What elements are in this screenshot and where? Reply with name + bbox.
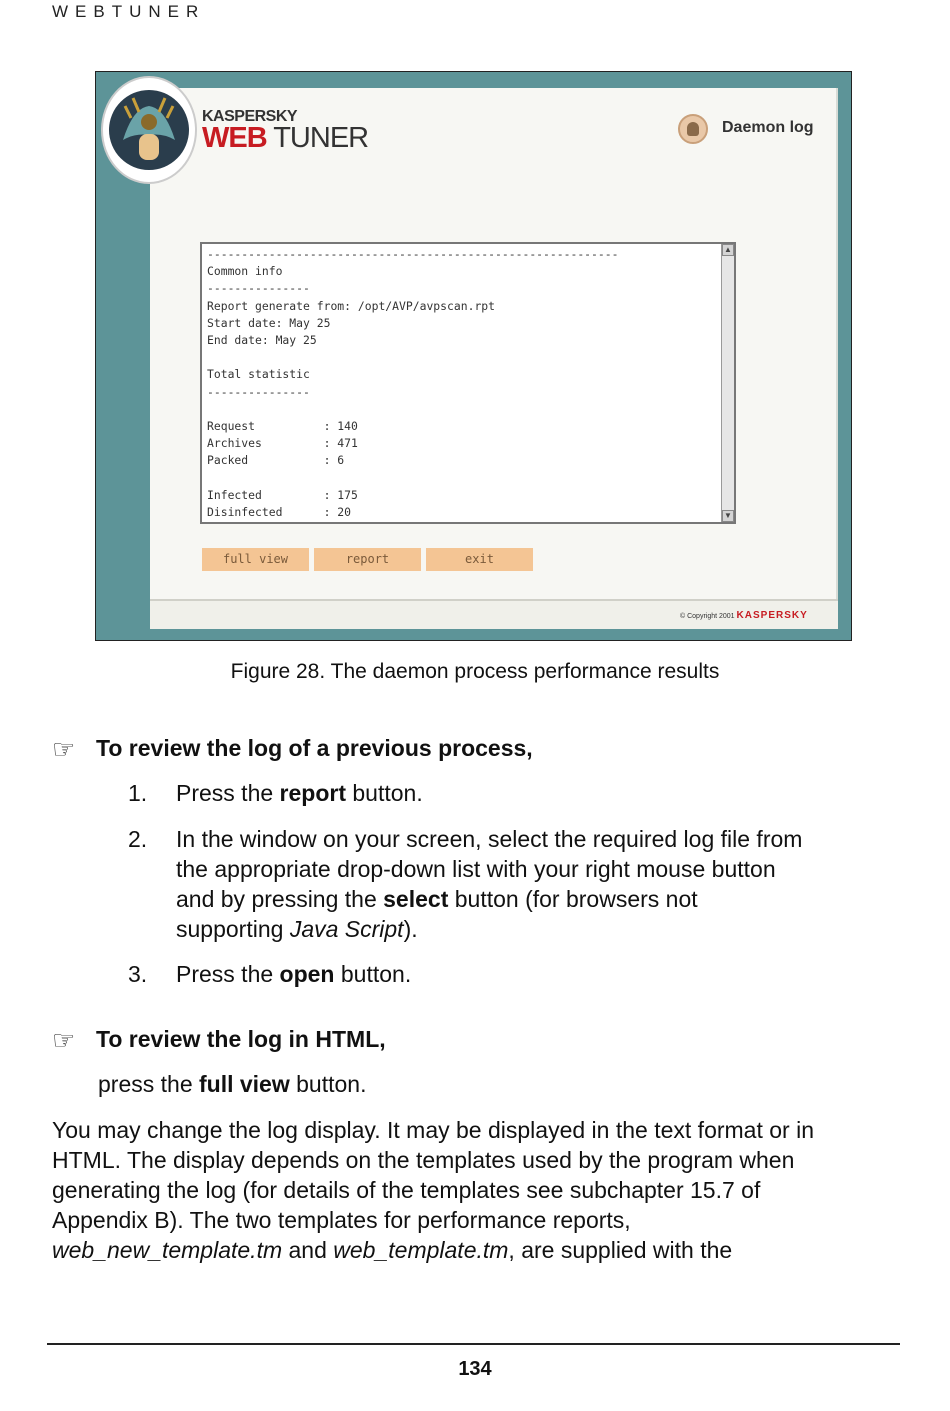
report-button[interactable]: report [314, 548, 421, 571]
brand-webtuner [202, 122, 368, 155]
full-view-instruction [98, 1071, 366, 1098]
italic-term: Java Script [289, 916, 404, 942]
section-heading-previous-process [52, 734, 533, 765]
figure-screenshot [95, 71, 852, 641]
section-heading-html-log [52, 1025, 386, 1056]
pointing-hand-icon: ☞ [52, 734, 76, 764]
scroll-up-icon[interactable]: ▲ [722, 244, 734, 256]
log-textarea[interactable] [200, 242, 736, 524]
copyright-text: © Copyright 2001 [680, 613, 735, 620]
exit-button[interactable]: exit [426, 548, 533, 571]
brand-kaspersky: KASPERSKY [202, 108, 298, 125]
text-run: button. [289, 1071, 367, 1097]
italic-term: web_template.tm [333, 1237, 509, 1263]
paragraph-line [52, 1117, 814, 1144]
bold-term: open [279, 961, 335, 987]
bold-term: select [383, 886, 449, 912]
text-run: supporting [176, 916, 290, 942]
text-run: generating the log (for details of the templates see subchapter 15.7 of [52, 1177, 761, 1203]
italic-term: web_new_template.tm [52, 1237, 283, 1263]
scroll-down-icon[interactable]: ▼ [722, 510, 734, 522]
paragraph-line [52, 1237, 732, 1264]
page-number: 134 [458, 1358, 492, 1380]
step-text-line [176, 856, 776, 883]
step-text-line [176, 916, 418, 943]
step-text-line [176, 961, 411, 988]
full-view-button[interactable]: full view [202, 548, 309, 571]
running-head: WEBTUNER [52, 2, 206, 21]
paragraph-line [52, 1207, 631, 1234]
footer-rule [47, 1343, 900, 1345]
text-run: , are supplied with the [508, 1237, 733, 1263]
text-run: and by pressing the [176, 886, 384, 912]
text-run: the appropriate drop-down list with your right mouse button [176, 856, 776, 882]
text-run: and [282, 1237, 334, 1263]
text-run: button. [346, 780, 423, 806]
step-number: 1. [128, 780, 148, 806]
text-run: Press the [176, 780, 280, 806]
text-run: button (for browsers not [448, 886, 698, 912]
pointing-hand-icon: ☞ [52, 1025, 76, 1055]
text-run: You may change the log display. It may be displayed in the text format or in [52, 1117, 814, 1143]
text-run: HTML. The display depends on the templates used by the program when [52, 1147, 795, 1173]
figure-caption: Figure 28. The daemon process performance results [230, 660, 720, 683]
daemon-icon [678, 114, 708, 144]
bold-term: full view [199, 1071, 290, 1097]
bold-term: report [279, 780, 346, 806]
paragraph-line [52, 1177, 760, 1204]
step-text-line [176, 826, 802, 853]
step-text-line [176, 780, 423, 807]
text-run: Press the [176, 961, 280, 987]
heading-text: To review the log in HTML, [96, 1026, 386, 1052]
step-number: 2. [128, 826, 148, 852]
text-run: button. [334, 961, 412, 987]
text-run: In the window on your screen, select the required log file from [176, 826, 803, 852]
copyright-brand: KASPERSKY [736, 610, 808, 621]
step-number: 3. [128, 961, 148, 987]
brand-tuner: TUNER [273, 122, 369, 154]
copyright-notice [680, 610, 808, 621]
kaspersky-logo-icon [101, 76, 197, 184]
paragraph-line [52, 1147, 794, 1174]
log-text: ------------------------------------------------------------ Common info --------------- Report generate from: /opt/AVP/avpscan.rpt Start date: May 25 End date: May 25 Total statistic --------------- Request : 140 Archives : 471 Packed : 6 Infected : 175 Disinfected : 20 [207, 247, 619, 520]
brand-web: WEB [202, 122, 267, 154]
heading-text: To review the log of a previous process, [96, 735, 533, 761]
step-text-line [176, 886, 698, 913]
text-run: Appendix B). The two templates for performance reports, [52, 1207, 631, 1233]
text-run: press the [98, 1071, 199, 1097]
daemon-log-title: Daemon log [722, 119, 814, 136]
text-run: ). [403, 916, 418, 942]
log-scrollbar[interactable] [721, 244, 734, 522]
